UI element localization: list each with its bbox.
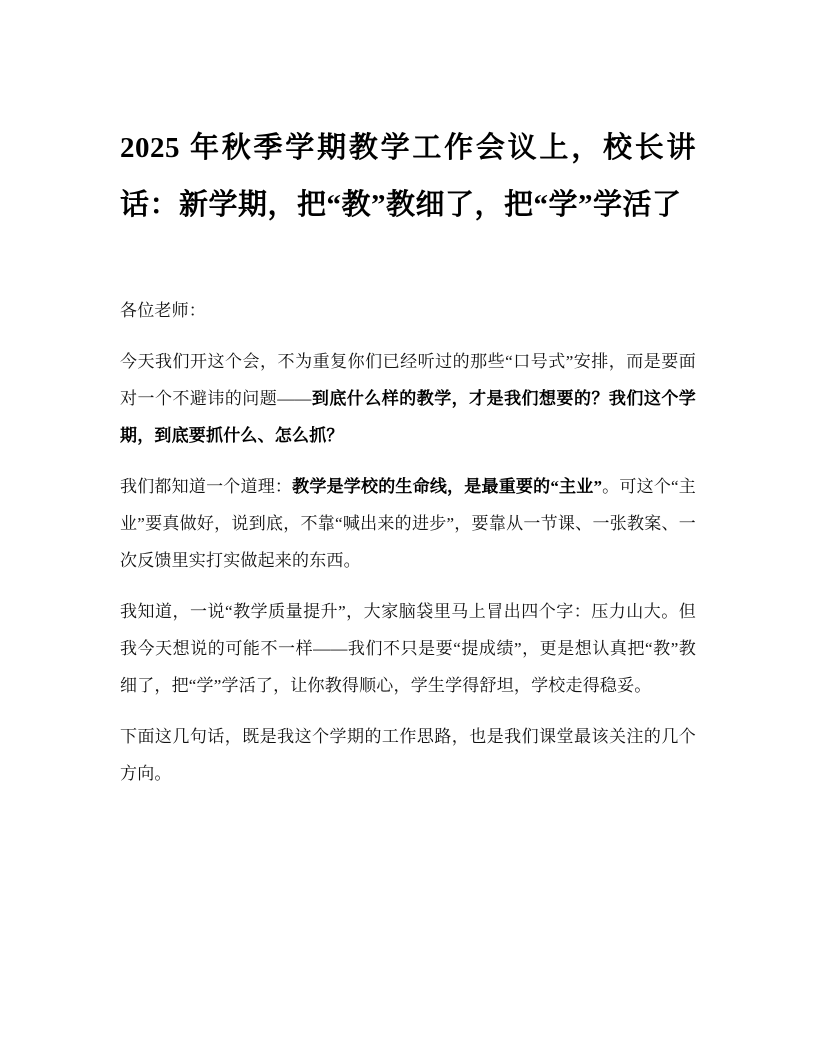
document-title: 2025 年秋季学期教学工作会议上，校长讲话：新学期，把“教”教细了，把“学”学活了 (120, 132, 696, 221)
text-run: 。可这个“主业”要真做好，说到底，不靠“喊出来的进步”，要靠从一节课、一张教案、一次反馈里实打实做起来的东西。 (120, 477, 696, 570)
text-run: 各位老师： (120, 301, 206, 320)
text-run: 我知道，一说“教学质量提升”，大家脑袋里马上冒出四个字：压力山大。但我今天想说的可能不一样——我们不只是要“提成绩”，更是想认真把“教”教细了，把“学”学活了，让你教得顺心，学生学得舒坦，学校走得稳妥。 (120, 602, 696, 695)
text-run-bold: 教学是学校的生命线，是最重要的“主业” (292, 477, 603, 496)
text-run-bold: 到底什么样的教学，才是我们想要的？我们这个学期，到底要抓什么、怎么抓？ (120, 389, 696, 445)
paragraph-principle (120, 468, 696, 579)
paragraph-transition (120, 718, 696, 792)
paragraph-opening (120, 343, 696, 454)
text-run: 今天我们开这个会，不为重复你们已经听过的那些“口号式”安排，而是要面对一个不避讳的问题—— (120, 352, 696, 408)
text-run: 下面这几句话，既是我这个学期的工作思路，也是我们课堂最该关注的几个方向。 (120, 727, 696, 783)
paragraph-pressure (120, 593, 696, 704)
paragraph-salutation (120, 292, 696, 329)
text-run: 我们都知道一个道理： (120, 477, 293, 496)
document-body (120, 292, 696, 792)
